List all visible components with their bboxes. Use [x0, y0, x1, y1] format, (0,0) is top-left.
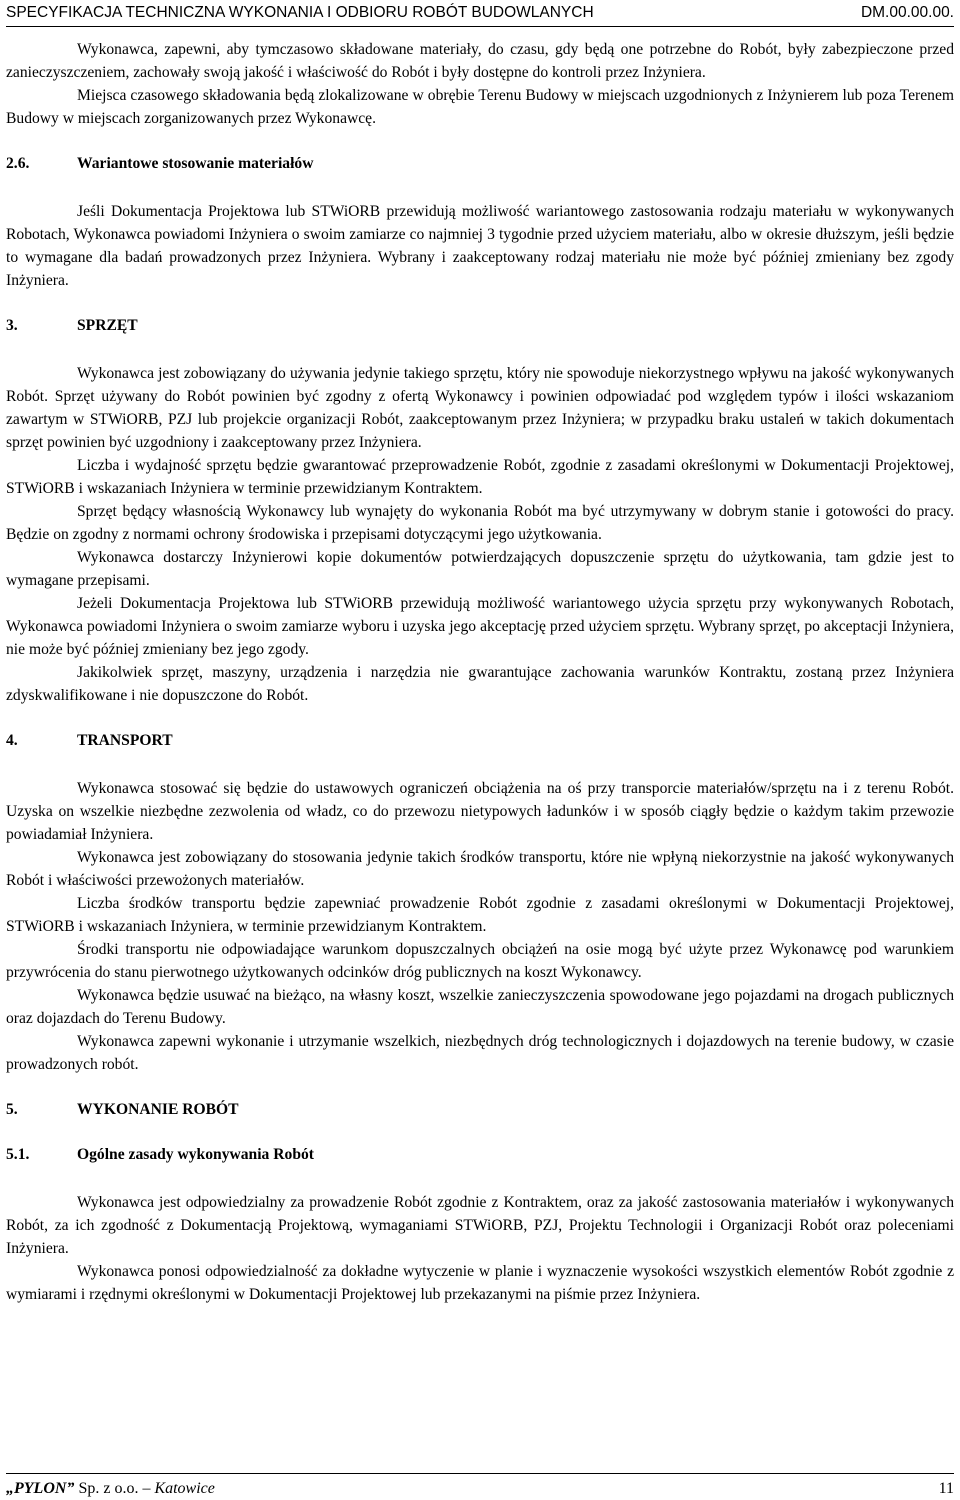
section-number: 5.	[6, 1101, 18, 1118]
paragraph: Wykonawca ponosi odpowiedzialność za dokładne wytyczenie w planie i wyznaczenie wysokości wszystkich elementów Robót zgodnie z wymiarami i rzędnymi określonymi w Dokumentacji Projektowej lub przekazanymi na piśmie przez Inżyniera.	[6, 1263, 954, 1303]
section-title: TRANSPORT	[77, 732, 173, 749]
paragraph: Wykonawca, zapewni, aby tymczasowo składowane materiały, do czasu, gdy będą one potrzebne do Robót, były zabezpieczone przed zanieczyszczeniem, zachowały swoją jakość i właściwość do Robót i były dostępne do kontroli przez Inżyniera.	[6, 41, 954, 81]
section-heading-3	[6, 314, 954, 337]
header-code: DM.00.00.00.	[860, 4, 954, 21]
section-title: SPRZĘT	[77, 317, 138, 334]
section-heading-4	[6, 729, 954, 752]
page-number: 11	[938, 1480, 954, 1497]
paragraph: Liczba środków transportu będzie zapewniać prowadzenie Robót zgodnie z zasadami określonymi w Dokumentacji Projektowej, STWiORB i wskazaniach Inżyniera, w terminie przewidzianym Kontraktem.	[6, 895, 954, 935]
header-title: SPECYFIKACJA TECHNICZNA WYKONANIA I ODBIORU ROBÓT BUDOWLANYCH	[6, 4, 594, 21]
paragraph: Sprzęt będący własnością Wykonawcy lub wynajęty do wykonania Robót ma być utrzymywany w dobrym stanie i gotowości do pracy. Będzie on zgodny z normami ochrony środowiska i przepisami dotyczącymi jego użytkowania.	[6, 503, 954, 543]
section-number: 5.1.	[6, 1146, 30, 1163]
section-heading-5-1	[6, 1143, 954, 1166]
paragraph: Wykonawca jest zobowiązany do używania jedynie takiego sprzętu, który nie spowoduje niekorzystnego wpływu na jakość wykonywanych Robót. Sprzęt używany do Robót powinien być zgodny z ofertą Wykonawcy i powinien odpowiadać pod względem typów i ilości wskazaniom zawartym w STWiORB, PZJ lub projekcie organizacji Robót, zaakceptowanym przez Inżyniera; w przypadku braku ustaleń w takich dokumentach sprzęt powinien być uzgodniony i zaakceptowany przez Inżyniera.	[6, 365, 954, 451]
paragraph: Jeśli Dokumentacja Projektowa lub STWiORB przewidują możliwość wariantowego zastosowania rodzaju materiału w wykonywanych Robotach, Wykonawca powiadomi Inżyniera o swoim zamiarze co najmniej 3 tygodnie przed użyciem materiału, albo w okresie dłuższym, jeśli będzie to wymagane dla badań prowadzonych przez Inżyniera. Wybrany i zaakceptowany rodzaj materiału nie może być później zmieniany bez zgody Inżyniera.	[6, 203, 954, 289]
paragraph: Jeżeli Dokumentacja Projektowa lub STWiORB przewidują możliwość wariantowego użycia sprzętu przy wykonywanych Robotach, Wykonawca powiadomi Inżyniera o swoim zamiarze wyboru i uzyska jego akceptację przed użyciem sprzętu. Wybrany sprzęt, po akceptacji Inżyniera, nie może być później zmieniany bez jego zgody.	[6, 595, 954, 658]
paragraph: Miejsca czasowego składowania będą zlokalizowane w obrębie Terenu Budowy w miejscach uzgodnionych z Inżynierem lub poza Terenem Budowy w miejscach zorganizowanych przez Wykonawcę.	[6, 87, 954, 127]
section-heading-5	[6, 1098, 954, 1121]
paragraph: Jakikolwiek sprzęt, maszyny, urządzenia i narzędzia nie gwarantujące zachowania warunków Kontraktu, zostaną przez Inżyniera zdyskwalifikowane i nie dopuszczone do Robót.	[6, 664, 954, 704]
section-number: 3.	[6, 317, 18, 334]
section-title: Wariantowe stosowanie materiałów	[77, 155, 314, 172]
paragraph: Wykonawca jest odpowiedzialny za prowadzenie Robót zgodnie z Kontraktem, oraz za jakość zastosowania materiałów i wykonywanych Robót, za ich zgodność z Dokumentacją Projektową, wymaganiami STWiORB, PZJ, Projektu Technologii i Organizacji Robót oraz poleceniami Inżyniera.	[6, 1194, 954, 1257]
paragraph: Liczba i wydajność sprzętu będzie gwarantować przeprowadzenie Robót, zgodnie z zasadami określonymi w Dokumentacji Projektowej, STWiORB i wskazaniach Inżyniera w terminie przewidzianym Kontraktem.	[6, 457, 954, 497]
page-header	[6, 0, 954, 27]
section-title: WYKONANIE ROBÓT	[77, 1101, 239, 1118]
paragraph: Wykonawca jest zobowiązany do stosowania jedynie takich środków transportu, które nie wpłyną niekorzystnie na jakość wykonywanych Robót i właściwości przewożonych materiałów.	[6, 849, 954, 889]
company-suffix: Sp. z o.o. –	[74, 1480, 155, 1497]
paragraph: Wykonawca stosować się będzie do ustawowych ograniczeń obciążenia na oś przy transporcie materiałów/sprzętu na i z terenu Robót. Uzyska on wszelkie niezbędne zezwolenia od władz, co do przewozu nietypowych ładunków i w sposób ciągły będzie o każdym takim przewozie powiadamiał Inżyniera.	[6, 780, 954, 843]
section-title: Ogólne zasady wykonywania Robót	[77, 1146, 314, 1163]
section-number: 4.	[6, 732, 18, 749]
paragraph: Wykonawca dostarczy Inżynierowi kopie dokumentów potwierdzających dopuszczenie sprzętu do użytkowania, tam gdzie jest to wymagane przepisami.	[6, 549, 954, 589]
paragraph: Wykonawca będzie usuwać na bieżąco, na własny koszt, wszelkie zanieczyszczenia spowodowane jego pojazdami na drogach publicznych oraz dojazdach do Terenu Budowy.	[6, 987, 954, 1027]
section-heading-2-6	[6, 152, 954, 175]
company-name: „PYLON”	[6, 1480, 75, 1497]
paragraph: Środki transportu nie odpowiadające warunkom dopuszczalnych obciążeń na osie mogą być użyte przez Wykonawcę pod warunkiem przywrócenia do stanu pierwotnego użytkowanych odcinków dróg publicznych na koszt Wykonawcy.	[6, 941, 954, 981]
section-number: 2.6.	[6, 155, 30, 172]
company-city: Katowice	[154, 1480, 215, 1497]
document-body	[6, 38, 954, 1306]
page-footer	[6, 1473, 954, 1498]
paragraph: Wykonawca zapewni wykonanie i utrzymanie wszelkich, niezbędnych dróg technologicznych i dojazdowych na terenie budowy, w czasie prowadzonych robót.	[6, 1033, 954, 1073]
